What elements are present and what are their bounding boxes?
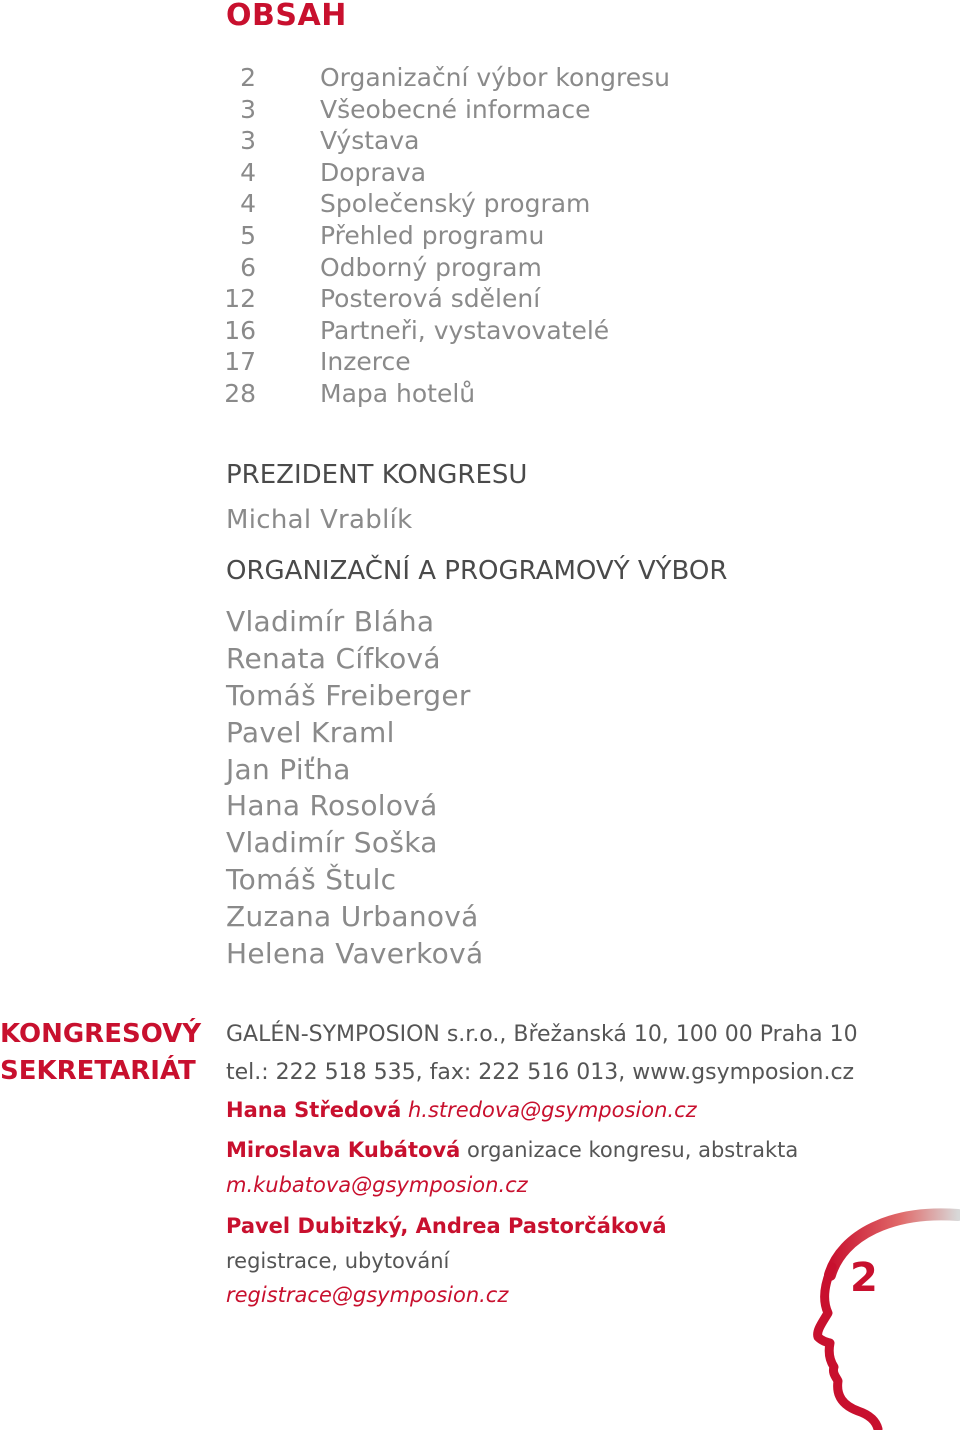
toc-label: Výstava <box>320 126 420 156</box>
committee-member: Vladimír Soška <box>226 826 438 860</box>
contact-3-name: Pavel Dubitzký, Andrea Pastorčáková <box>226 1214 667 1238</box>
committee-member: Tomáš Štulc <box>226 863 397 897</box>
toc-label: Odborný program <box>320 252 542 282</box>
toc-label: Posterová sdělení <box>320 284 541 314</box>
page-number: 2 <box>850 1255 878 1301</box>
contact-1-name: Hana Středová <box>226 1098 402 1122</box>
company-address: GALÉN-SYMPOSION s.r.o., Břežanská 10, 100 00 Praha 10 <box>226 1022 858 1047</box>
contact-2-email-line <box>226 1173 528 1197</box>
toc-page-number: 4 <box>240 157 256 187</box>
committee-member: Jan Piťha <box>226 752 351 786</box>
toc-label: Inzerce <box>320 347 411 377</box>
toc-label: Partneři, vystavovatelé <box>320 315 610 345</box>
secretariat-label <box>0 1016 201 1090</box>
committee-member: Renata Cífková <box>226 641 441 675</box>
toc-page-number: 2 <box>240 63 256 92</box>
head-profile-icon <box>812 1205 960 1430</box>
contact-3-email[interactable]: registrace@gsymposion.cz <box>226 1283 509 1307</box>
secretariat-label-line2: SEKRETARIÁT <box>0 1056 196 1086</box>
contact-1-email[interactable]: h.stredova@gsymposion.cz <box>407 1098 697 1122</box>
toc-page-number: 3 <box>240 94 256 124</box>
toc-page-number: 5 <box>240 220 256 250</box>
committee-member: Helena Vaverková <box>226 937 484 971</box>
committee-member: Zuzana Urbanová <box>226 900 479 934</box>
committee-member: Pavel Kraml <box>226 715 395 749</box>
contact-3 <box>226 1214 667 1238</box>
committee-member: Vladimír Bláha <box>226 605 435 638</box>
toc-page-number: 12 <box>224 284 256 314</box>
president-title: PREZIDENT KONGRESU <box>226 460 528 490</box>
toc-page-number: 4 <box>240 189 256 219</box>
toc-page-number: 3 <box>240 126 256 156</box>
contact-2-role: organizace kongresu, abstrakta <box>467 1138 799 1162</box>
toc-page-number: 17 <box>224 347 256 377</box>
committee-member: Hana Rosolová <box>226 789 438 823</box>
toc-page-number: 16 <box>224 315 256 345</box>
contact-2 <box>226 1138 798 1162</box>
toc-label: Společenský program <box>320 189 591 219</box>
toc-label: Všeobecné informace <box>320 94 591 124</box>
toc-label: Mapa hotelů <box>320 378 476 408</box>
toc-label: Přehled programu <box>320 220 545 250</box>
congress-logo <box>812 1205 960 1434</box>
company-phone: tel.: 222 518 535, fax: 222 516 013, www.gsymposion.cz <box>226 1060 855 1085</box>
contact-3-email-line <box>226 1283 508 1307</box>
contact-2-email[interactable]: m.kubatova@gsymposion.cz <box>226 1173 528 1197</box>
committee-title: ORGANIZAČNÍ A PROGRAMOVÝ VÝBOR <box>226 556 728 586</box>
contact-2-name: Miroslava Kubátová <box>226 1138 461 1162</box>
committee-members <box>226 605 483 974</box>
president-name: Michal Vrablík <box>226 505 413 535</box>
contact-1 <box>226 1098 697 1122</box>
toc-page-number: 28 <box>224 378 256 408</box>
toc-label: Doprava <box>320 157 427 187</box>
contact-3-role: registrace, ubytování <box>226 1249 450 1273</box>
page-heading: OBSAH <box>226 0 347 33</box>
secretariat-label-line1: KONGRESOVÝ <box>0 1019 202 1049</box>
toc-label: Organizační výbor kongresu <box>320 63 670 92</box>
toc-page-number: 6 <box>240 252 256 282</box>
committee-member: Tomáš Freiberger <box>226 678 471 712</box>
